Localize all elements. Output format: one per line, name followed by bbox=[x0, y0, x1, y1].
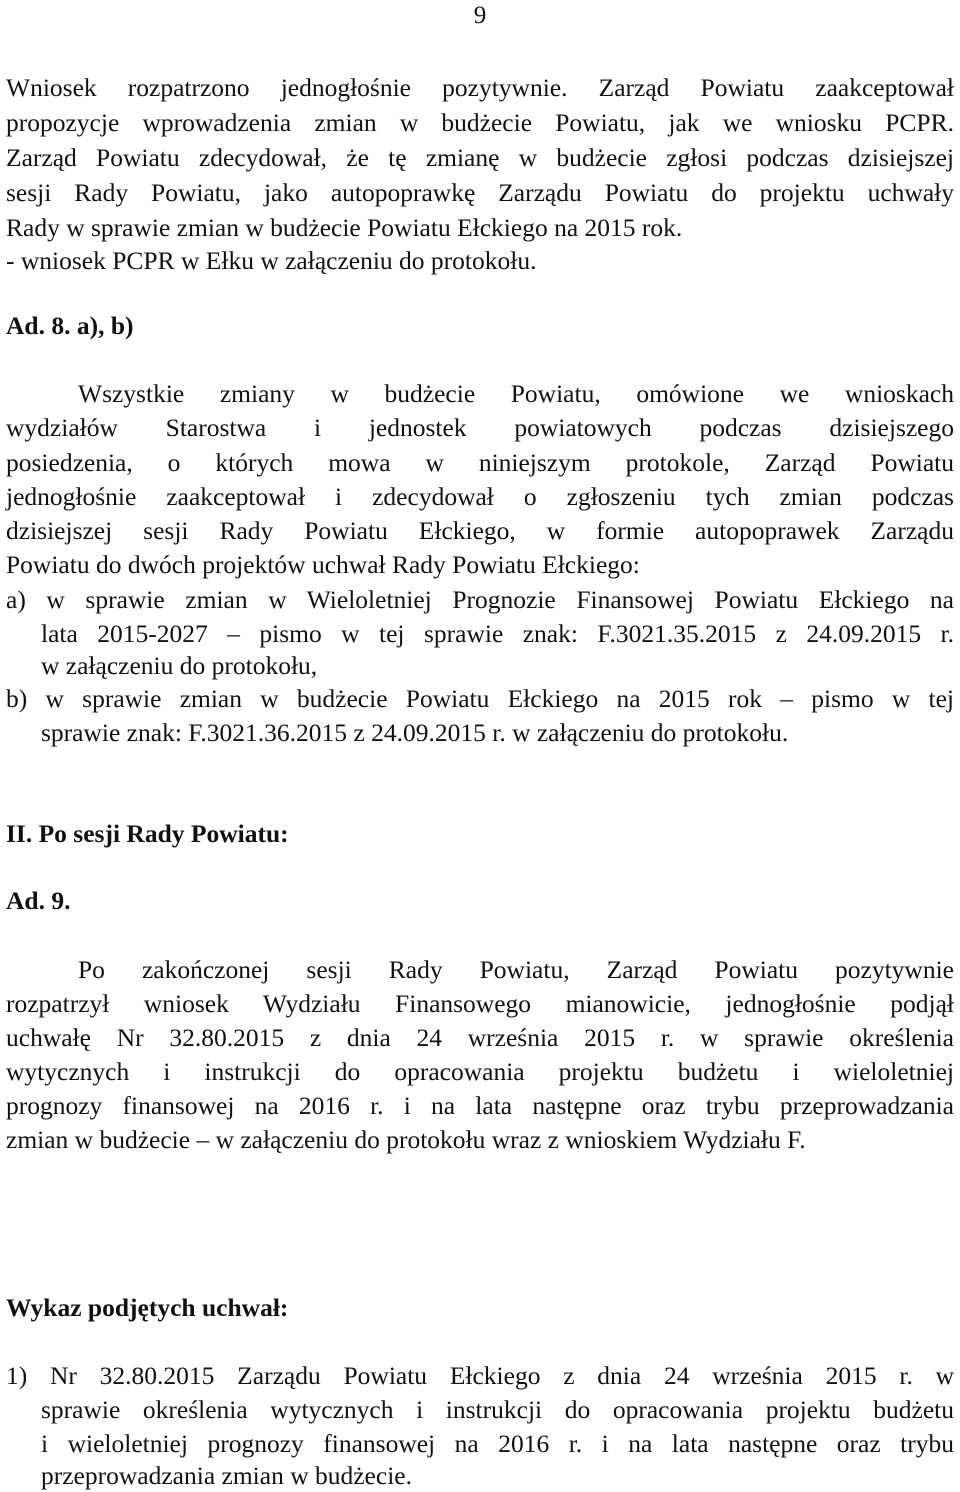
resolution-list-item-line: sprawie określenia wytycznych i instrukcji do opracowania projektu budżetu bbox=[41, 1395, 954, 1424]
section-heading-ad8: Ad. 8. a), b) bbox=[6, 311, 134, 340]
section-heading-ii: II. Po sesji Rady Powiatu: bbox=[6, 819, 289, 848]
para1-line: Wniosek rozpatrzono jednogłośnie pozytywnie. Zarząd Powiatu zaakceptował bbox=[6, 73, 954, 102]
para1-line: propozycje wprowadzenia zmian w budżecie Powiatu, jak we wniosku PCPR. bbox=[6, 108, 954, 137]
para2-line: wydziałów Starostwa i jednostek powiatowych podczas dzisiejszego bbox=[6, 413, 954, 442]
resolution-list-item-line: 1) Nr 32.80.2015 Zarządu Powiatu Ełckiego z dnia 24 września 2015 r. w bbox=[6, 1361, 954, 1390]
para2-line: dzisiejszej sesji Rady Powiatu Ełckiego, w formie autopoprawek Zarządu bbox=[6, 516, 954, 545]
resolution-list-item-line: i wieloletniej prognozy finansowej na 2016 r. i na lata następne oraz trybu bbox=[41, 1429, 954, 1458]
item-b-line: b) w sprawie zmian w budżecie Powiatu Ełckiego na 2015 rok – pismo w tej bbox=[6, 684, 954, 713]
item-b-line: sprawie znak: F.3021.36.2015 z 24.09.2015 r. w załączeniu do protokołu. bbox=[41, 718, 789, 747]
para3-line: rozpatrzył wniosek Wydziału Finansowego mianowicie, jednogłośnie podjął bbox=[6, 989, 954, 1018]
para3-line: zmian w budżecie – w załączeniu do protokołu wraz z wnioskiem Wydziału F. bbox=[6, 1125, 806, 1154]
item-a-line: lata 2015-2027 – pismo w tej sprawie znak: F.3021.35.2015 z 24.09.2015 r. bbox=[41, 619, 954, 648]
para3-line: uchwałę Nr 32.80.2015 z dnia 24 września 2015 r. w sprawie określenia bbox=[6, 1023, 954, 1052]
para2-line: jednogłośnie zaakceptował i zdecydował o zgłoszeniu tych zmian podczas bbox=[6, 482, 954, 511]
item-a-line: w załączeniu do protokołu, bbox=[41, 651, 318, 680]
para3-line: prognozy finansowej na 2016 r. i na lata następne oraz trybu przeprowadzania bbox=[6, 1091, 954, 1120]
para1-line: Zarząd Powiatu zdecydował, że tę zmianę w budżecie zgłosi podczas dzisiejszej bbox=[6, 143, 954, 172]
item-a-line: a) w sprawie zmian w Wieloletniej Prognozie Finansowej Powiatu Ełckiego na bbox=[6, 585, 954, 614]
para2-line: Powiatu do dwóch projektów uchwał Rady Powiatu Ełckiego: bbox=[6, 550, 640, 579]
section-heading-wykaz: Wykaz podjętych uchwał: bbox=[6, 1293, 289, 1322]
resolution-list-item-line: przeprowadzania zmian w budżecie. bbox=[41, 1461, 412, 1490]
section-heading-ad9: Ad. 9. bbox=[6, 886, 71, 915]
para3-line: Po zakończonej sesji Rady Powiatu, Zarząd Powiatu pozytywnie bbox=[78, 955, 954, 984]
para2-line: posiedzenia, o których mowa w niniejszym protokole, Zarząd Powiatu bbox=[6, 448, 954, 477]
para1-line: Rady w sprawie zmian w budżecie Powiatu Ełckiego na 2015 rok. bbox=[6, 213, 683, 242]
page-number: 9 bbox=[473, 2, 487, 29]
para3-line: wytycznych i instrukcji do opracowania projektu budżetu i wieloletniej bbox=[6, 1057, 954, 1086]
para2-line: Wszystkie zmiany w budżecie Powiatu, omówione we wnioskach bbox=[78, 379, 954, 408]
para1-line: - wniosek PCPR w Ełku w załączeniu do protokołu. bbox=[6, 246, 537, 275]
para1-line: sesji Rady Powiatu, jako autopoprawkę Zarządu Powiatu do projektu uchwały bbox=[6, 178, 954, 207]
